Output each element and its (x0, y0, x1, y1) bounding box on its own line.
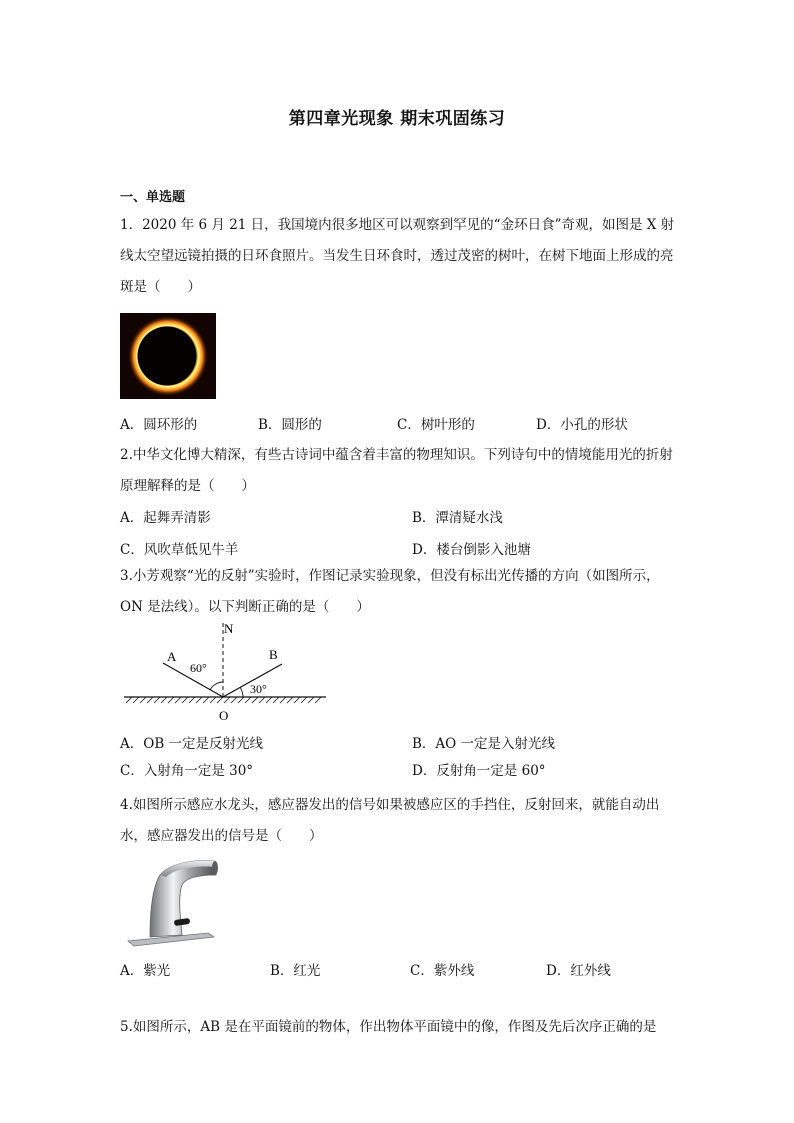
reflection-diagram (120, 618, 330, 724)
q4-option-a[interactable]: A．紫光 (120, 963, 171, 979)
q2-option-a[interactable]: A．起舞弄清影 (120, 510, 211, 526)
question-2-text: 2.中华文化博大精深，有些古诗词中蕴含着丰富的物理知识。下列诗句中的情境能用光的折射原理解释的是（ ） (120, 447, 673, 494)
angle-30-label: 30° (250, 682, 267, 696)
q3-option-b[interactable]: B．AO 一定是入射光线 (412, 736, 556, 752)
q4-option-c[interactable]: C．紫外线 (410, 963, 475, 979)
q1-option-b[interactable]: B．圆形的 (258, 417, 322, 433)
q2-option-b[interactable]: B．潭清疑水浅 (412, 510, 503, 526)
label-a: A (167, 649, 177, 664)
solar-eclipse-photo (120, 313, 216, 399)
section-heading: 一、单选题 (120, 190, 186, 205)
angle-60-label: 60° (190, 661, 207, 675)
q4-option-b[interactable]: B．红光 (270, 963, 321, 979)
q1-option-c[interactable]: C．树叶形的 (397, 417, 475, 433)
q1-option-d[interactable]: D．小孔的形状 (536, 417, 628, 433)
page-title: 第四章光现象 期末巩固练习 (288, 109, 506, 129)
question-5-text: 5.如图所示，AB 是在平面镜前的物体，作出物体平面镜中的像，作图及先后次序正确的是 (120, 1019, 657, 1035)
q3-option-d[interactable]: D．反射角一定是 60° (412, 763, 546, 779)
q4-option-d[interactable]: D．红外线 (546, 963, 611, 979)
question-1-text: 1．2020 年 6 月 21 日，我国境内很多地区可以观察到罕见的“金环日食”奇观，如图是 X 射线太空望远镜拍摄的日环食照片。当发生日环食时，透过茂密的树叶，在树下地面上形成的亮斑是（ ） (120, 217, 675, 295)
question-3-text: 3.小芳观察“光的反射”实验时，作图记录实验现象，但没有标出光传播的方向（如图所示，ON 是法线）。以下判断正确的是（ ） (120, 568, 660, 615)
q2-option-d[interactable]: D．楼台倒影入池塘 (412, 542, 531, 558)
sensor-faucet-image (120, 853, 220, 948)
question-4-text: 4.如图所示感应水龙头，感应器发出的信号如果被感应区的手挡住，反射回来，就能自动出水，感应器发出的信号是（ ） (120, 797, 660, 844)
label-o: O (219, 708, 229, 723)
q3-option-a[interactable]: A．OB 一定是反射光线 (120, 736, 264, 752)
q2-option-c[interactable]: C．风吹草低见牛羊 (120, 542, 239, 558)
q3-option-c[interactable]: C．入射角一定是 30° (120, 763, 254, 779)
label-n: N (224, 621, 234, 636)
q1-option-a[interactable]: A．圆环形的 (120, 417, 198, 433)
label-b: B (269, 647, 278, 662)
